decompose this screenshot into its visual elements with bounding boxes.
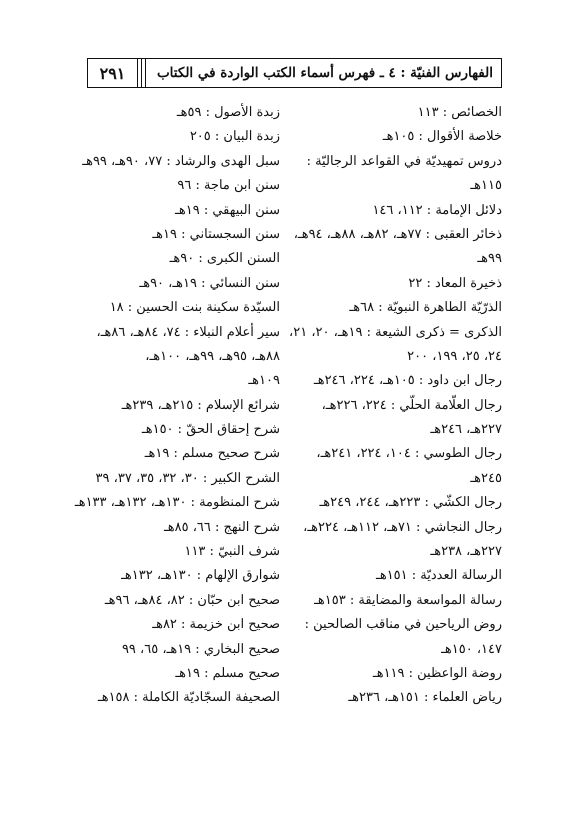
header-title: الفهارس الفنيّة : ٤ ـ فهرس أسماء الكتب الواردة في الكتاب — [156, 65, 493, 81]
index-entry: زبدة الأصول : ٥٩هـ — [176, 105, 280, 120]
index-entry: زبدة البيان : ٢٠٥ — [189, 129, 280, 145]
index-entry: الخصائص : ١١٣ — [417, 105, 502, 120]
index-entry: ٨٨هـ، ٩٥هـ، ٩٩هـ، ١٠٠هـ، — [145, 348, 280, 364]
index-entry: روض الرياحين في مناقب الصالحين : — [304, 617, 502, 633]
index-entry: رجال الكشّي : ٢٢٣هـ، ٢٤٤، ٢٤٩هـ — [319, 495, 502, 511]
index-entry: الذكرى = ذكرى الشيعة : ١٩هـ، ٢٠، ٢١، — [289, 324, 502, 340]
index-entry: ١٤٧، ١٥٠هـ — [441, 641, 502, 657]
index-entry: ٢٢٧هـ، ٢٣٨هـ — [430, 544, 502, 560]
index-entry: سنن ابن ماجة : ٩٦ — [177, 178, 280, 194]
index-entry: سنن السجستاني : ١٩هـ — [152, 226, 280, 242]
index-entry: شرائع الإسلام : ٢١٥هـ، ٢٣٩هـ — [121, 397, 280, 413]
index-entry: روضة الواعظين : ١١٩هـ — [372, 665, 502, 681]
index-entry: رسالة المواسعة والمضايقة : ١٥٣هـ — [314, 592, 502, 608]
index-entry: صحيح البخاري : ١٩هـ، ٦٥، ٩٩ — [121, 641, 280, 657]
index-entry: شرح النهج : ٦٦، ٨٥هـ — [163, 519, 280, 535]
index-entry: سنن البيهقي : ١٩هـ — [175, 202, 280, 218]
index-entry: شرح المنظومة : ١٣٠هـ، ١٣٢هـ، ١٣٣هـ — [74, 495, 280, 511]
page-number: ٢٩١ — [88, 59, 138, 87]
index-entry: رجال العلّامة الحلّي : ٢٢٤، ٢٢٦هـ، — [321, 397, 502, 413]
index-entry: خلاصة الأقوال : ١٠٥هـ — [382, 129, 502, 145]
index-entry: السيّدة سكينة بنت الحسين : ١٨ — [109, 300, 280, 316]
index-entry: رياض العلماء : ١٥١هـ، ٢٣٦هـ — [348, 690, 502, 706]
index-entry: ٢٤، ٢٥، ١٩٩، ٢٠٠ — [407, 348, 502, 364]
header-divider — [145, 58, 146, 88]
index-entry: دلائل الإمامة : ١١٢، ١٤٦ — [372, 202, 502, 218]
index-entry: صحيح ابن حبّان : ٨٢، ٨٤هـ، ٩٦هـ — [104, 592, 280, 608]
index-entry: ذخيرة المعاد : ٢٢ — [408, 275, 502, 291]
index-entry: رجال الطوسي : ١٠٤، ٢٢٤، ٢٤١هـ، — [316, 446, 502, 462]
index-entry: صحيح ابن خزيمة : ٨٢هـ — [152, 617, 280, 633]
index-entry: الذرّيّة الطاهرة النبويّة : ٦٨هـ — [349, 300, 502, 316]
index-entry: سير أعلام النبلاء : ٧٤، ٨٤هـ، ٨٦هـ، — [96, 324, 280, 340]
index-entry: ذخائر العقبى : ٧٧هـ، ٨٢هـ، ٨٨هـ، ٩٤هـ، — [293, 226, 502, 242]
index-entry: رجال النجاشي : ٧١هـ، ١١٢هـ، ٢٢٤هـ، — [303, 519, 502, 535]
index-entry: شرح صحيح مسلم : ١٩هـ — [144, 446, 280, 462]
index-entry: سنن النسائي : ١٩هـ، ٩٠هـ — [139, 275, 280, 291]
index-entry: ٢٤٥هـ — [470, 470, 502, 486]
index-entry: صحيح مسلم : ١٩هـ — [175, 665, 280, 681]
index-column-left — [74, 101, 280, 711]
index-column-right — [289, 101, 502, 711]
index-entry: ٩٩هـ — [477, 251, 502, 267]
index-entry: ١١٥هـ — [470, 178, 502, 194]
index-entry: سبل الهدى والرشاد : ٧٧، ٩٠هـ، ٩٩هـ — [82, 153, 280, 169]
index-entry: دروس تمهيديّة في القواعد الرجاليّة : — [306, 153, 502, 169]
header-divider — [141, 58, 142, 88]
index-entry: شوارق الإلهام : ١٣٠هـ، ١٣٢هـ — [121, 568, 280, 584]
index-entry: السنن الكبرى : ٩٠هـ — [169, 251, 280, 267]
index-entry: شرح إحقاق الحقّ : ١٥٠هـ — [141, 422, 280, 438]
index-entry: شرف النبيّ : ١١٣ — [184, 544, 280, 560]
index-entry: رجال ابن داود : ١٠٥هـ، ٢٢٤، ٢٤٦هـ — [313, 373, 502, 389]
running-header — [87, 58, 502, 88]
index-entry: الصحيفة السجّاديّة الكاملة : ١٥٨هـ — [97, 690, 280, 706]
index-entry: الرسالة العدديّة : ١٥١هـ — [376, 568, 502, 584]
index-entry: الشرح الكبير : ٣٠، ٣٢، ٣٥، ٣٧، ٣٩ — [95, 470, 280, 486]
index-entry: ٢٢٧هـ، ٢٤٦هـ — [430, 422, 502, 438]
index-entry: ١٠٩هـ — [248, 373, 280, 389]
